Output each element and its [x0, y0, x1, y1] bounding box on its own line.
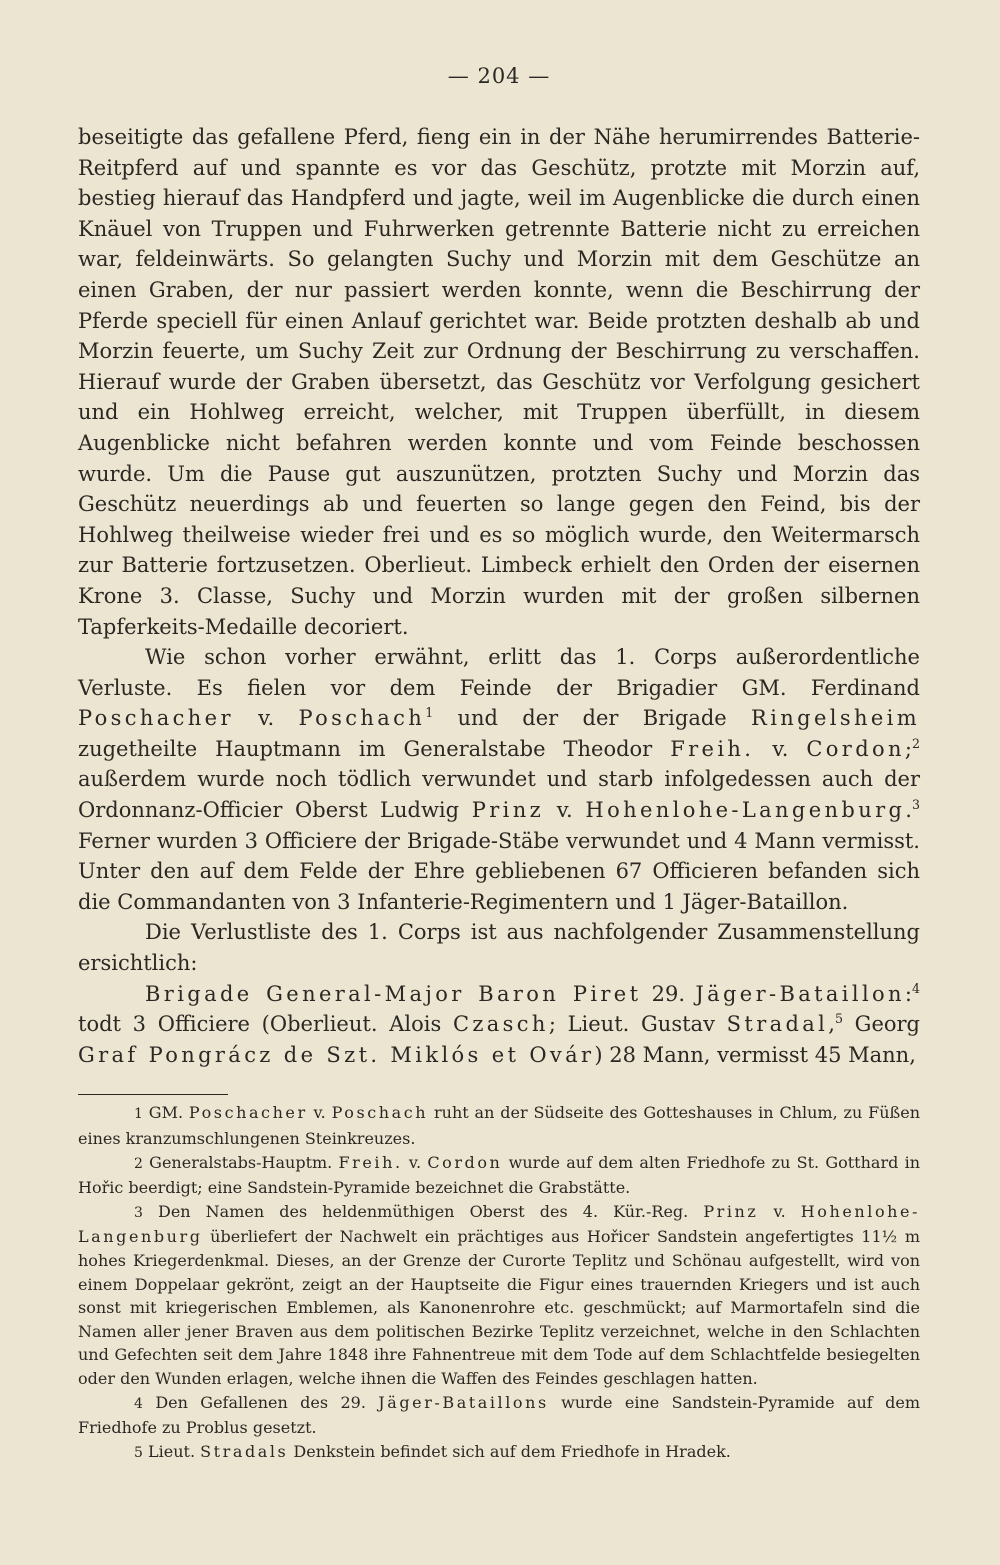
footnote — [78, 1200, 920, 1391]
paragraph — [78, 917, 920, 978]
spaced-name: Hohenlohe-Langenburg — [585, 798, 906, 823]
spaced-name: Stradals — [200, 1441, 289, 1461]
text-run: v. — [307, 1103, 332, 1123]
text-run: v. — [233, 706, 299, 731]
footnote-reference: 4 — [912, 980, 921, 996]
spaced-name: Poschacher — [188, 1103, 308, 1123]
spaced-name: Freih. — [338, 1152, 403, 1172]
spaced-name: Cordon — [427, 1152, 503, 1172]
text-run: Denkstein befindet sich auf dem Friedhofe in Hradek. — [288, 1441, 731, 1461]
text-run: . — [905, 798, 912, 823]
spaced-name: Poschacher — [78, 706, 234, 731]
text-run: Generalstabs-Hauptm. — [149, 1152, 339, 1172]
footnote-number: 1 — [134, 1106, 143, 1123]
text-run: Wie schon vorher erwähnt, erlitt das 1. Corps außerordentliche Verluste. Es fielen vor dem Feinde der Brigadier GM. Ferdinand — [78, 645, 920, 700]
text-run: Die Verlustliste des 1. Corps ist aus nachfolgender Zusammenstellung ersichtlich: — [78, 920, 920, 976]
text-run: v. — [544, 798, 586, 823]
text-run: v. — [758, 1201, 801, 1221]
text-run: zugetheilte Hauptmann im Generalstabe Theodor — [78, 736, 671, 761]
footnote-number: 3 — [134, 1204, 143, 1221]
text-run: wurde auf dem alten Friedhofe zu St. Gotthard in Hořic beerdigt; eine Sandstein-Pyramide bezeichnet die Grabstätte. — [78, 1152, 920, 1198]
text-run: GM. — [148, 1103, 189, 1123]
footnote — [78, 1151, 920, 1200]
text-run: wurde eine Sandstein-Pyramide auf dem Friedhofe zu Problus gesetzt. — [78, 1392, 920, 1438]
text-run: beseitigte das gefallene Pferd, fieng ein in der Nähe herumirrendes Batterie-Reitpferd auf und spannte es vor das Geschütz, protzte mit Morzin auf, bestieg hierauf das Handpferd und jagte, weil im Augenblicke die durch einen Knäuel von Truppen und Fuhrwerken getrennte Batterie nicht zu erreichen war, feldeinwärts. So gelangten Suchy und Morzin mit dem Geschütze an einen Graben, der nur passiert werden konnte, wenn die Beschirrung der Pferde speciell für einen Anlauf gerichtet war. Beide protzten deshalb ab und Morzin feuerte, um Suchy Zeit zur Ordnung der Beschirrung zu verschaffen. Hierauf wurde der Graben übersetzt, das Geschütz vor Verfolgung gesichert und ein Hohlweg erreicht, welcher, mit Truppen überfüllt, in diesem Augenblicke nicht befahren werden konnte und vom Feinde beschossen wurde. Um die Pause gut auszunützen, protzten Suchy und Morzin das Geschütz neuerdings ab und feuerten so lange gegen den Feind, bis der Hohlweg theilweise wieder frei und es so möglich wurde, den Weitermarsch zur Batterie fortzusetzen. Oberlieut. Limbeck erhielt den Orden der eisernen Krone 3. Classe, Suchy und Morzin wurden mit der großen silbernen Tapferkeits-Medaille decoriert. — [78, 125, 920, 639]
footnote — [78, 1440, 920, 1466]
spaced-name: Poschach — [331, 1103, 429, 1123]
main-text — [78, 122, 920, 1070]
spaced-name: Ringelsheim — [751, 706, 920, 731]
text-run: ruht an der Südseite des Gotteshauses in Chlum, zu Füßen eines kranzumschlungenen Steinkreuzes. — [78, 1103, 921, 1148]
spaced-name: Stradal — [726, 1012, 829, 1037]
text-run: todt 3 Officiere (Oberlieut. Alois — [78, 1012, 453, 1037]
spaced-name: Freih. — [670, 736, 755, 761]
paragraph — [78, 122, 920, 642]
text-run: v. — [402, 1152, 428, 1172]
footnote-number: 2 — [134, 1155, 143, 1172]
text-run: : — [904, 981, 912, 1006]
paragraph — [78, 979, 920, 1071]
spaced-name: Brigade General-Major Baron Piret — [145, 981, 642, 1006]
text-run: und der der Brigade — [433, 706, 752, 731]
spaced-name: Jäger-Bataillon — [695, 981, 905, 1006]
text-run: Den Namen des heldenmüthigen Oberst des 4. Kür.-Reg. — [158, 1201, 704, 1221]
page-number: — 204 — — [447, 64, 551, 88]
spaced-name: Cordon — [806, 736, 905, 761]
footnote-reference: 3 — [911, 797, 920, 813]
footnote-number: 4 — [134, 1395, 143, 1412]
footnote — [78, 1391, 920, 1440]
text-run: v. — [754, 736, 807, 761]
text-run: Ferner wurden 3 Officiere der Brigade-Stäbe verwundet und 4 Mann vermisst. Unter den auf dem Felde der Ehre gebliebenen 67 Officieren befanden sich die Commandanten von 3 Infanterie-Regimentern und 1 Jäger-Bataillon. — [78, 828, 920, 914]
spaced-name: Hohenlohe-Langenburg — [78, 1201, 920, 1247]
footnote — [78, 1101, 920, 1150]
text-run: , — [828, 1012, 835, 1037]
spaced-name: Prinz — [471, 798, 545, 823]
spaced-name: Poschach — [298, 706, 426, 731]
text-run: Den Gefallenen des 29. — [155, 1392, 379, 1412]
text-run: Georg — [842, 1012, 920, 1037]
text-run: ) 28 Mann, vermisst 45 Mann, — [594, 1042, 916, 1067]
spaced-name: Jäger-Bataillons — [378, 1392, 549, 1412]
footnotes — [78, 1101, 920, 1465]
footnote-separator — [78, 1094, 228, 1095]
text-run: außerdem wurde noch tödlich verwundet und starb infolgedessen auch der Ordonnanz-Officier Oberst Ludwig — [78, 767, 920, 823]
spaced-name: Graf Pongrácz de Szt. Miklós et Ovár — [78, 1042, 595, 1067]
paragraph — [78, 642, 920, 917]
footnote-number: 5 — [134, 1444, 143, 1461]
spaced-name: Czasch — [452, 1012, 549, 1037]
text-run: ; Lieut. Gustav — [548, 1012, 727, 1037]
footnote-reference: 2 — [911, 735, 920, 751]
footnote-reference: 1 — [425, 705, 434, 721]
text-run: 29. — [641, 981, 696, 1006]
text-run: ; — [904, 736, 912, 761]
text-run: Lieut. — [148, 1441, 201, 1461]
footnote-reference: 5 — [834, 1011, 843, 1027]
spaced-name: Prinz — [703, 1201, 759, 1221]
text-run: überliefert der Nachwelt ein prächtiges aus Hořicer Sandstein angefertigtes 11½ m hohes Kriegerdenkmal. Dieses, an der Grenze der Curorte Teplitz und Schönau aufgestellt, wird von einem Doppelaar gekrönt, zeigt an der Hauptseite die Figur eines trauernden Kriegers und ist auch sonst mit kriegerischen Emblemen, als Kanonenrohre etc. geschmückt; auf Marmortafeln sind die Namen aller jener Braven aus dem politischen Bezirke Teplitz verzeichnet, welche in den Schlachten und Gefechten seit dem Jahre 1848 ihre Fahnentreue mit dem Tode auf dem Schlachtfelde besiegelten oder den Wunden erlagen, welche ihnen die Waffen des Feindes geschlagen hatten. — [78, 1227, 920, 1388]
